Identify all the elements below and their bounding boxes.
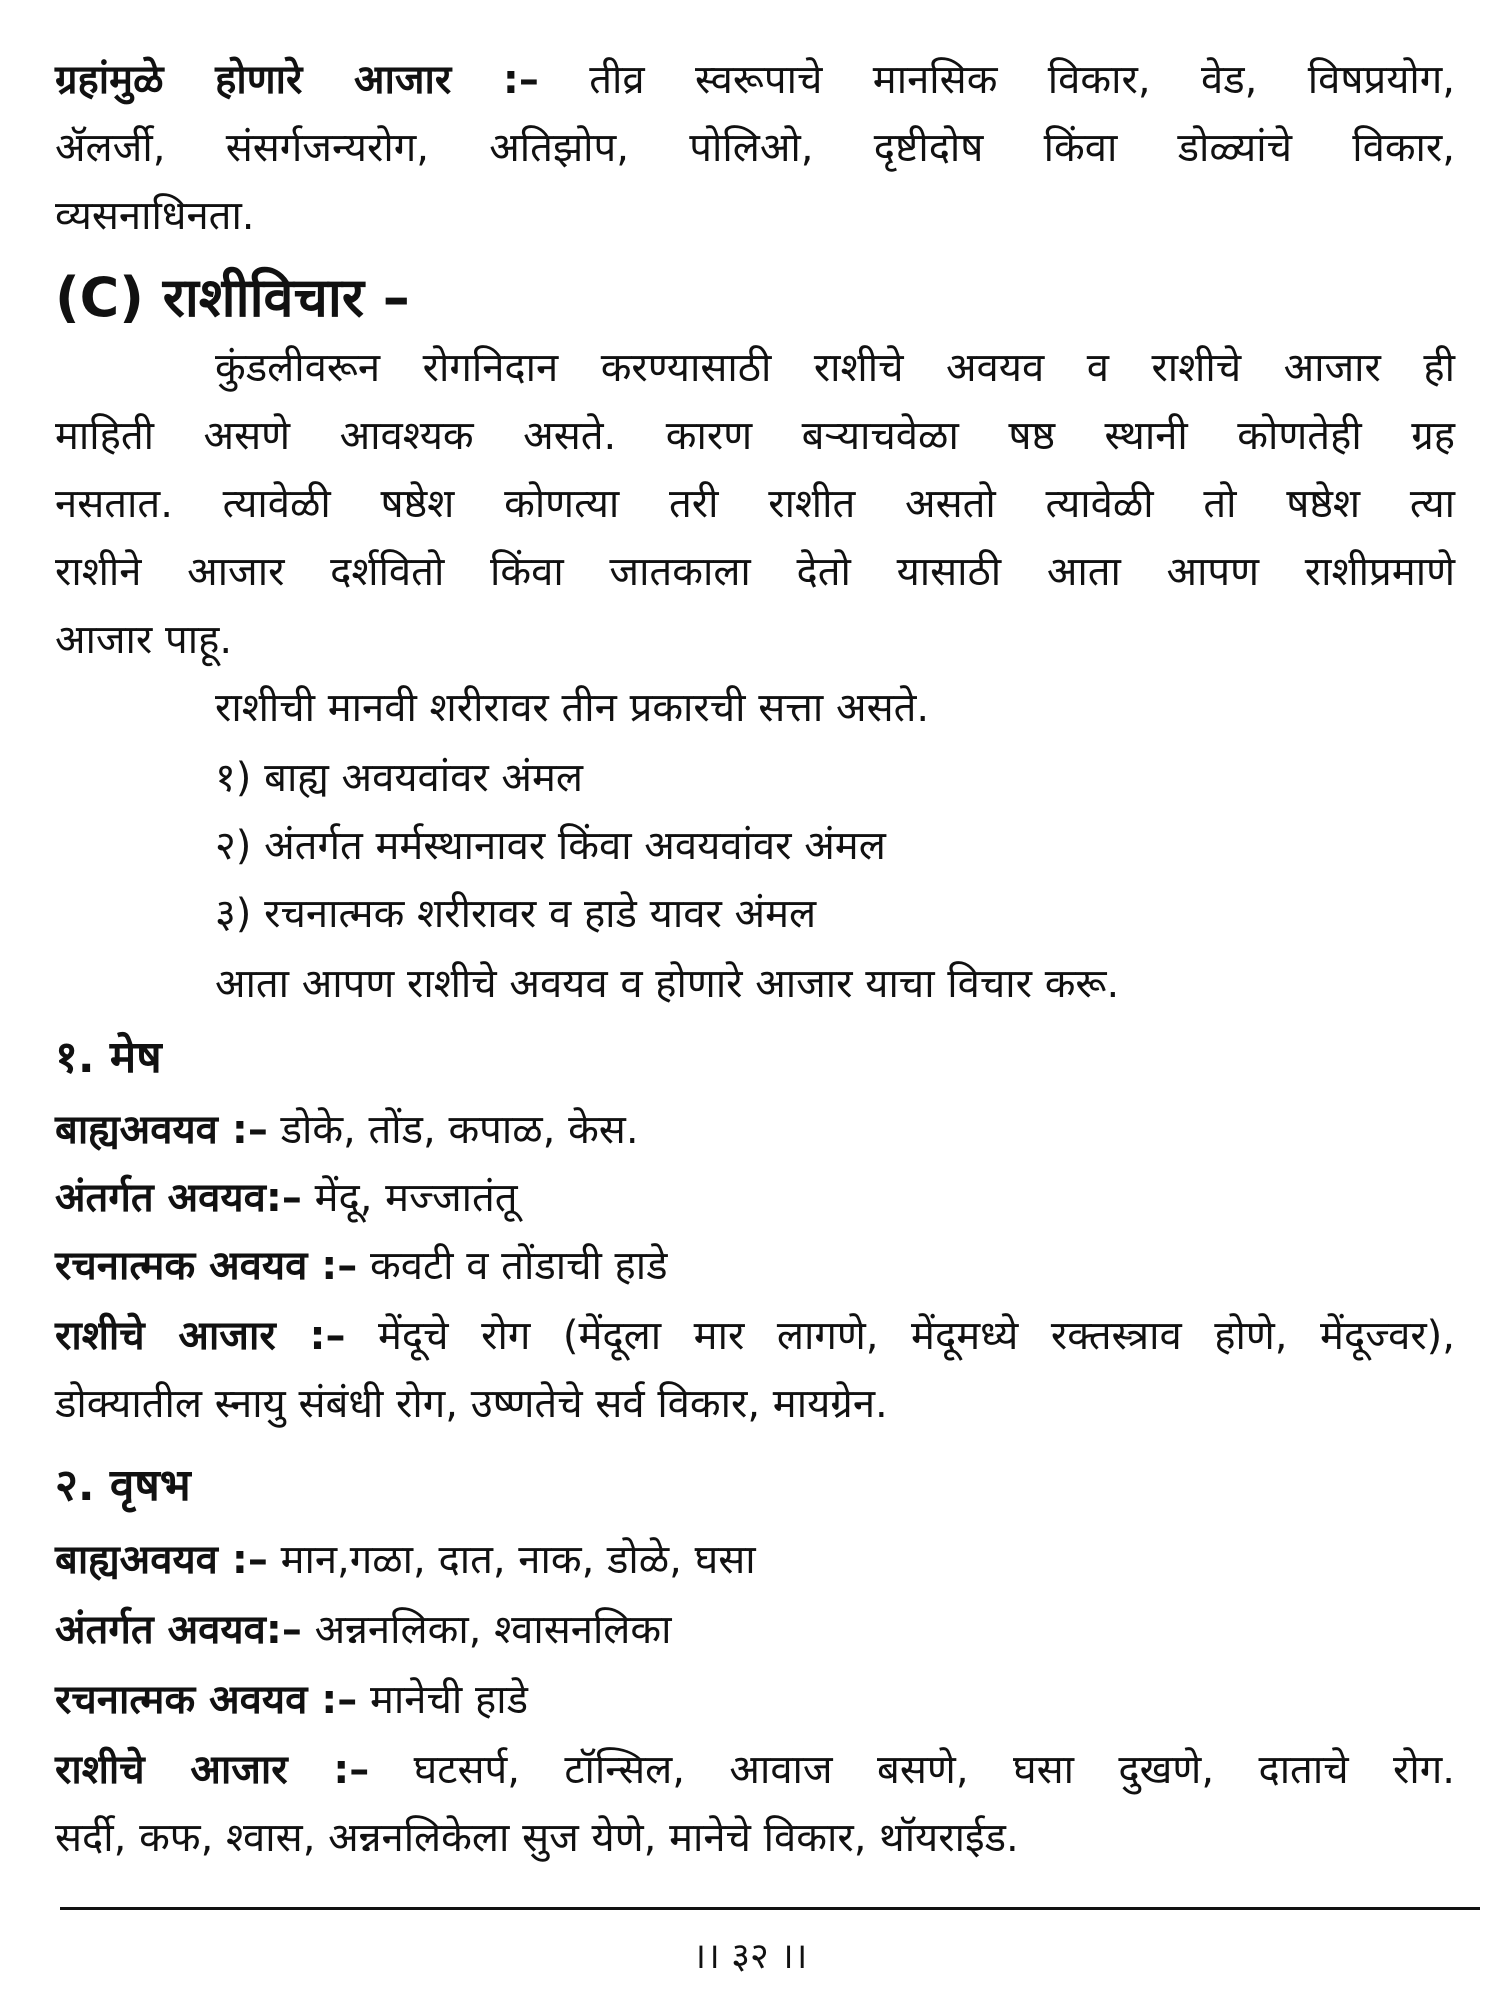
vrushabh-internal-label: अंतर्गत अवयव:–: [55, 1607, 302, 1653]
list-item-2: २) अंतर्गत मर्मस्थानावर किंवा अवयवांवर अंमल: [215, 823, 886, 869]
footer-divider: [60, 1907, 1480, 1910]
vrushabh-external: [55, 1534, 1455, 1586]
vrushabh-structural: [55, 1674, 1455, 1726]
graha-line-3: व्यसनाधिनता.: [55, 193, 255, 239]
mesh-disease-label: राशीचे आजार :–: [55, 1313, 346, 1359]
vrushabh-disease-value-1: घटसर्प, टॉन्सिल, आवाज बसणे, घसा दुखणे, दाताचे रोग.: [413, 1747, 1455, 1793]
mesh-title: १. मेष: [55, 1032, 162, 1083]
vrushabh-structural-label: रचनात्मक अवयव :–: [55, 1677, 358, 1723]
vrushabh-disease-line-1: [55, 1744, 1455, 1796]
vrushabh-title: २. वृषभ: [55, 1460, 191, 1511]
mesh-external: [55, 1104, 1455, 1156]
vrushabh-external-value: मान,गळा, दात, नाक, डोळे, घसा: [280, 1537, 756, 1583]
graha-label: ग्रहांमुळे होणारे आजार :–: [55, 57, 539, 103]
mesh-structural-label: रचनात्मक अवयव :–: [55, 1243, 358, 1289]
para1-line-5: आजार पाहू.: [55, 617, 233, 663]
mesh-structural-value: कवटी व तोंडाची हाडे: [370, 1243, 668, 1289]
para2: राशीची मानवी शरीरावर तीन प्रकारची सत्ता असते.: [215, 685, 930, 731]
mesh-internal: [55, 1172, 1455, 1224]
mesh-structural: [55, 1240, 1455, 1292]
mesh-external-label: बाह्यअवयव :–: [55, 1107, 268, 1153]
vrushabh-external-label: बाह्यअवयव :–: [55, 1537, 268, 1583]
mesh-disease-value-1: मेंदूचे रोग (मेंदूला मार लागणे, मेंदूमध्ये रक्तस्त्राव होणे, मेंदूज्वर),: [378, 1313, 1455, 1359]
mesh-disease-line-2: डोक्यातील स्नायु संबंधी रोग, उष्णतेचे सर्व विकार, मायग्रेन.: [55, 1381, 888, 1427]
vrushabh-internal-value: अन्ननलिका, श्वासनलिका: [314, 1607, 672, 1653]
graha-line-1: [55, 54, 1455, 106]
list-item-1: १) बाह्य अवयवांवर अंमल: [215, 755, 584, 801]
page-number: ।। ३२ ।।: [692, 1936, 808, 1977]
para1-line-1: कुंडलीवरून रोगनिदान करण्यासाठी राशीचे अवयव व राशीचे आजार ही: [215, 345, 1455, 391]
mesh-internal-label: अंतर्गत अवयव:–: [55, 1175, 302, 1221]
mesh-external-value: डोके, तोंड, कपाळ, केस.: [280, 1107, 639, 1153]
vrushabh-structural-value: मानेची हाडे: [370, 1677, 528, 1723]
para1-line-4: राशीने आजार दर्शवितो किंवा जातकाला देतो यासाठी आता आपण राशीप्रमाणे: [55, 549, 1455, 595]
list-item-3: ३) रचनात्मक शरीरावर व हाडे यावर अंमल: [215, 891, 817, 937]
mesh-internal-value: मेंदू, मज्जातंतू: [314, 1175, 518, 1221]
para3: आता आपण राशीचे अवयव व होणारे आजार याचा विचार करू.: [215, 961, 1120, 1007]
vrushabh-internal: [55, 1604, 1455, 1656]
graha-line-2: ॲलर्जी, संसर्गजन्यरोग, अतिझोप, पोलिओ, दृष्टीदोष किंवा डोळ्यांचे विकार,: [55, 125, 1455, 171]
graha-text-1: तीव्र स्वरूपाचे मानसिक विकार, वेड, विषप्रयोग,: [589, 57, 1455, 103]
vrushabh-disease-line-2: सर्दी, कफ, श्वास, अन्ननलिकेला सुज येणे, मानेचे विकार, थॉयराईड.: [55, 1815, 1019, 1861]
mesh-disease-line-1: [55, 1310, 1455, 1362]
para1-line-2: माहिती असणे आवश्यक असते. कारण बऱ्याचवेळा षष्ठ स्थानी कोणतेही ग्रह: [55, 413, 1455, 459]
section-c-heading: (C) राशीविचार –: [55, 266, 410, 329]
vrushabh-disease-label: राशीचे आजार :–: [55, 1747, 370, 1793]
para1-line-3: नसतात. त्यावेळी षष्ठेश कोणत्या तरी राशीत असतो त्यावेळी तो षष्ठेश त्या: [55, 481, 1455, 527]
